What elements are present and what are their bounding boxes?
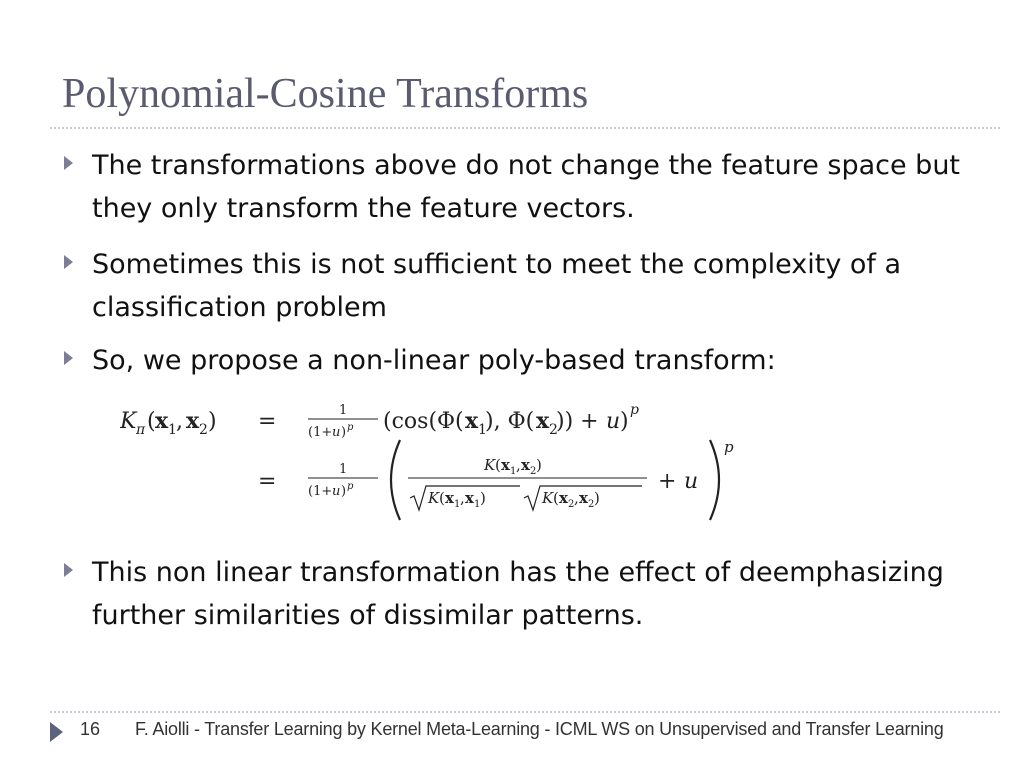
svg-text:2: 2 xyxy=(530,466,537,477)
svg-text:2: 2 xyxy=(588,499,595,510)
slide-title: Polynomial-Cosine Transforms xyxy=(62,71,589,117)
svg-text:): ) xyxy=(341,425,347,440)
svg-text:2: 2 xyxy=(549,422,558,438)
svg-text:(: ( xyxy=(147,409,156,434)
svg-text:1: 1 xyxy=(339,462,348,477)
bullet-item xyxy=(92,339,972,382)
page-number: 16 xyxy=(80,719,101,739)
svg-text:(: ( xyxy=(495,456,501,474)
svg-text:(cos(Φ(: (cos(Φ( xyxy=(383,409,464,434)
svg-text:p: p xyxy=(724,438,734,456)
svg-text:=: = xyxy=(258,469,277,494)
svg-text:+: + xyxy=(658,469,677,494)
bullet-item xyxy=(92,243,972,329)
svg-text:p: p xyxy=(347,422,354,433)
svg-text:p: p xyxy=(630,402,639,418)
svg-text:x: x xyxy=(521,456,530,474)
bullet-arrow-icon xyxy=(64,255,73,269)
svg-text:π: π xyxy=(136,422,146,438)
svg-text:(: ( xyxy=(553,489,559,507)
svg-text:1: 1 xyxy=(510,466,517,477)
svg-text:): ) xyxy=(341,484,347,499)
svg-text:=: = xyxy=(258,409,277,434)
footer-arrow-icon xyxy=(50,722,63,742)
kernel-formula xyxy=(120,398,760,523)
svg-text:x: x xyxy=(501,456,510,474)
svg-text:x: x xyxy=(465,408,479,434)
svg-text:): ) xyxy=(594,489,600,507)
svg-text:K: K xyxy=(542,489,554,507)
svg-text:u: u xyxy=(606,409,621,434)
svg-text:x: x xyxy=(465,489,474,507)
svg-text:x: x xyxy=(445,489,454,507)
formula-image xyxy=(120,398,760,523)
svg-text:1: 1 xyxy=(339,403,348,418)
svg-text:,: , xyxy=(176,409,183,434)
bullet-text: Sometimes this is not sufficient to meet the complexity of a classification problem xyxy=(92,249,902,323)
title-divider xyxy=(50,127,1000,129)
bullet-text: The transformations above do not change the feature space but they only transform the feature vectors. xyxy=(92,150,961,224)
svg-text:x: x xyxy=(186,408,200,434)
svg-text:(: ( xyxy=(439,489,445,507)
bullet-item xyxy=(92,144,972,230)
bullet-text: This non linear transformation has the effect of deemphasizing further similarities of dissimilar patterns. xyxy=(92,557,944,631)
svg-text:K: K xyxy=(428,489,440,507)
bullet-arrow-icon xyxy=(64,563,73,577)
svg-text:1: 1 xyxy=(474,499,481,510)
svg-text:u: u xyxy=(332,484,341,499)
svg-text:), Φ(: ), Φ( xyxy=(485,409,535,434)
svg-text:2: 2 xyxy=(199,422,208,438)
bullet-arrow-icon xyxy=(64,156,73,170)
svg-text:)) +: )) + xyxy=(556,409,599,434)
svg-text:,: , xyxy=(516,456,521,474)
bullet-text: So, we propose a non-linear poly-based transform: xyxy=(92,345,776,376)
svg-text:,: , xyxy=(574,489,579,507)
bullet-arrow-icon xyxy=(64,351,73,365)
svg-text:2: 2 xyxy=(568,499,575,510)
svg-text:x: x xyxy=(155,408,169,434)
svg-text:x: x xyxy=(559,489,568,507)
svg-text:u: u xyxy=(332,425,341,440)
bullet-item xyxy=(92,551,972,637)
svg-text:u: u xyxy=(684,469,699,494)
svg-text:1: 1 xyxy=(454,499,461,510)
svg-text:K: K xyxy=(484,456,496,474)
svg-text:): ) xyxy=(480,489,486,507)
svg-text:,: , xyxy=(460,489,465,507)
svg-text:1: 1 xyxy=(478,422,487,438)
svg-text:): ) xyxy=(620,409,629,434)
svg-text:x: x xyxy=(536,408,550,434)
svg-text:x: x xyxy=(579,489,588,507)
svg-text:(1+: (1+ xyxy=(308,425,333,440)
svg-text:K: K xyxy=(120,409,137,434)
svg-text:(1+: (1+ xyxy=(308,484,333,499)
svg-text:p: p xyxy=(347,481,354,492)
svg-text:): ) xyxy=(536,456,542,474)
svg-text:1: 1 xyxy=(168,422,177,438)
footer-text: F. Aiolli - Transfer Learning by Kernel Meta-Learning - ICML WS on Unsupervised and Transfer Learning xyxy=(135,719,944,739)
footer-divider xyxy=(50,711,1000,713)
svg-text:): ) xyxy=(208,409,217,434)
